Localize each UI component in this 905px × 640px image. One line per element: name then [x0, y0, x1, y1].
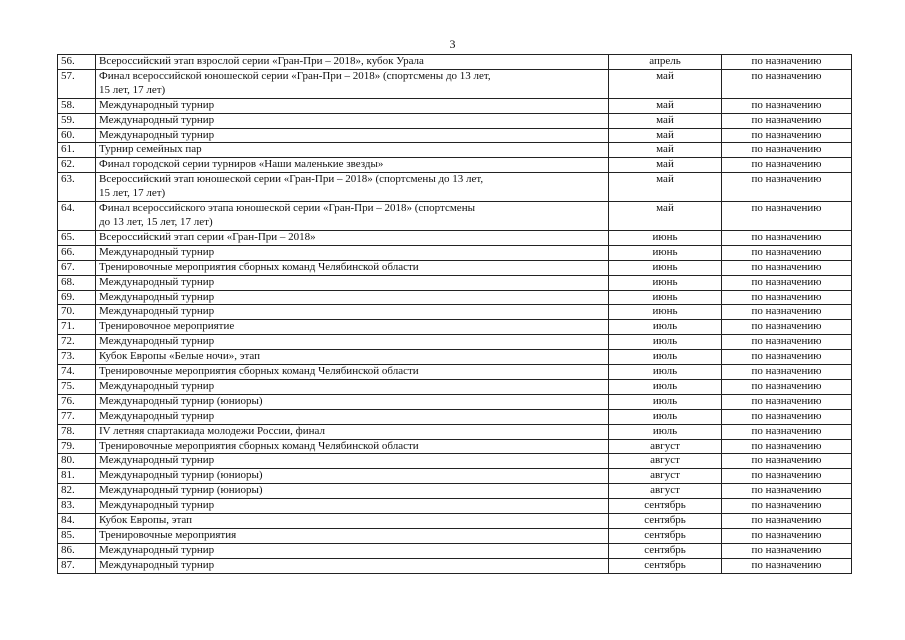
event-location: по назначению — [722, 275, 852, 290]
event-name-line1: Международный турнир — [99, 128, 215, 141]
table-row — [58, 350, 852, 365]
event-name — [96, 173, 609, 202]
event-month: июнь — [609, 230, 722, 245]
row-number: 70. — [58, 305, 96, 320]
events-table — [57, 54, 852, 574]
event-name-line1: Всероссийский этап юношеской серии «Гран-При – 2018» (спортсмены до 13 лет, — [99, 173, 484, 186]
event-name-line2: 15 лет, 17 лет) — [99, 83, 166, 96]
row-number: 66. — [58, 245, 96, 260]
event-location: по назначению — [722, 202, 852, 231]
table-row — [58, 275, 852, 290]
table-row — [58, 543, 852, 558]
event-name-line1: Турнир семейных пар — [99, 143, 202, 156]
event-location: по назначению — [722, 409, 852, 424]
row-number: 86. — [58, 543, 96, 558]
event-month: июль — [609, 409, 722, 424]
event-month: май — [609, 158, 722, 173]
row-number: 77. — [58, 409, 96, 424]
row-number: 74. — [58, 365, 96, 380]
row-number: 72. — [58, 335, 96, 350]
event-name — [96, 514, 609, 529]
table-row — [58, 365, 852, 380]
event-name — [96, 394, 609, 409]
event-name-line1: Международный турнир — [99, 454, 215, 467]
event-name-line2: до 13 лет, 15 лет, 17 лет) — [99, 215, 213, 228]
table-row — [58, 69, 852, 98]
row-number: 79. — [58, 439, 96, 454]
event-name-line1: Финал всероссийской юношеской серии «Гран-При – 2018» (спортсмены до 13 лет, — [99, 69, 491, 82]
event-location: по назначению — [722, 365, 852, 380]
table-row — [58, 439, 852, 454]
event-name-line1: Международный турнир — [99, 113, 215, 126]
event-month: сентябрь — [609, 543, 722, 558]
event-name — [96, 55, 609, 70]
event-name — [96, 529, 609, 544]
event-name — [96, 350, 609, 365]
event-location: по назначению — [722, 128, 852, 143]
event-name-line1: Кубок Европы «Белые ночи», этап — [99, 350, 261, 363]
row-number: 68. — [58, 275, 96, 290]
event-name — [96, 202, 609, 231]
event-name — [96, 454, 609, 469]
event-name-line1: Тренировочные мероприятия — [99, 529, 237, 541]
event-month: июнь — [609, 275, 722, 290]
event-location: по назначению — [722, 158, 852, 173]
event-month: май — [609, 69, 722, 98]
event-month: сентябрь — [609, 514, 722, 529]
table-row — [58, 379, 852, 394]
row-number: 71. — [58, 320, 96, 335]
event-month: май — [609, 98, 722, 113]
event-month: июль — [609, 424, 722, 439]
event-name — [96, 424, 609, 439]
table-row — [58, 320, 852, 335]
table-row — [58, 409, 852, 424]
event-month: июнь — [609, 305, 722, 320]
event-name-line1: IV летняя спартакиада молодежи России, финал — [99, 424, 325, 437]
event-month: август — [609, 454, 722, 469]
event-location: по назначению — [722, 98, 852, 113]
event-location: по назначению — [722, 335, 852, 350]
table-row — [58, 514, 852, 529]
event-location: по назначению — [722, 469, 852, 484]
event-month: сентябрь — [609, 499, 722, 514]
event-location: по назначению — [722, 143, 852, 158]
event-name-line1: Международный турнир (юниоры) — [99, 394, 263, 407]
event-name — [96, 335, 609, 350]
event-name-line1: Всероссийский этап взрослой серии «Гран-При – 2018», кубок Урала — [99, 55, 424, 67]
event-location: по назначению — [722, 484, 852, 499]
event-month: сентябрь — [609, 558, 722, 573]
row-number: 67. — [58, 260, 96, 275]
row-number: 64. — [58, 202, 96, 231]
event-name-line1: Международный турнир — [99, 305, 215, 318]
event-month: сентябрь — [609, 529, 722, 544]
event-month: август — [609, 484, 722, 499]
event-location: по назначению — [722, 69, 852, 98]
event-name-line1: Международный турнир — [99, 543, 215, 556]
row-number: 59. — [58, 113, 96, 128]
event-location: по назначению — [722, 439, 852, 454]
table-row — [58, 424, 852, 439]
row-number: 63. — [58, 173, 96, 202]
event-name — [96, 113, 609, 128]
event-name — [96, 158, 609, 173]
row-number: 73. — [58, 350, 96, 365]
table-row — [58, 484, 852, 499]
event-location: по назначению — [722, 543, 852, 558]
event-name — [96, 499, 609, 514]
event-month: апрель — [609, 55, 722, 70]
event-month: июль — [609, 394, 722, 409]
event-name — [96, 558, 609, 573]
event-name-line1: Тренировочные мероприятия сборных команд Челябинской области — [99, 439, 419, 452]
event-name — [96, 305, 609, 320]
table-row — [58, 173, 852, 202]
event-name-line1: Всероссийский этап серии «Гран-При – 2018» — [99, 230, 316, 243]
row-number: 76. — [58, 394, 96, 409]
table-row — [58, 230, 852, 245]
row-number: 87. — [58, 558, 96, 573]
row-number: 85. — [58, 529, 96, 544]
event-name — [96, 409, 609, 424]
event-location: по назначению — [722, 305, 852, 320]
event-name-line1: Финал всероссийского этапа юношеской серии «Гран-При – 2018» (спортсмены — [99, 202, 475, 215]
event-month: июль — [609, 350, 722, 365]
row-number: 69. — [58, 290, 96, 305]
event-month: май — [609, 113, 722, 128]
event-month: июль — [609, 365, 722, 380]
table-row — [58, 290, 852, 305]
row-number: 84. — [58, 514, 96, 529]
row-number: 60. — [58, 128, 96, 143]
table-row — [58, 113, 852, 128]
event-name-line1: Международный турнир — [99, 379, 215, 392]
row-number: 57. — [58, 69, 96, 98]
event-month: май — [609, 202, 722, 231]
event-location: по назначению — [722, 260, 852, 275]
event-name — [96, 439, 609, 454]
event-name-line1: Международный турнир — [99, 409, 215, 422]
event-name-line1: Финал городской серии турниров «Наши маленькие звезды» — [99, 158, 384, 171]
event-location: по назначению — [722, 558, 852, 573]
event-month: июнь — [609, 260, 722, 275]
event-location: по назначению — [722, 454, 852, 469]
row-number: 56. — [58, 55, 96, 70]
event-name-line1: Международный турнир — [99, 558, 215, 571]
event-name-line1: Тренировочное мероприятие — [99, 320, 235, 333]
event-name-line1: Тренировочные мероприятия сборных команд Челябинской области — [99, 365, 419, 378]
event-location: по назначению — [722, 290, 852, 305]
page-number: 3 — [449, 37, 456, 51]
row-number: 75. — [58, 379, 96, 394]
event-name — [96, 320, 609, 335]
events-table-body — [58, 55, 852, 574]
event-name — [96, 128, 609, 143]
event-name-line1: Международный турнир (юниоры) — [99, 484, 263, 497]
event-name-line1: Международный турнир — [99, 98, 215, 111]
table-row — [58, 335, 852, 350]
table-row — [58, 143, 852, 158]
event-month: июнь — [609, 290, 722, 305]
row-number: 80. — [58, 454, 96, 469]
event-location: по назначению — [722, 320, 852, 335]
event-name-line1: Тренировочные мероприятия сборных команд Челябинской области — [99, 260, 419, 273]
table-row — [58, 558, 852, 573]
event-location: по назначению — [722, 173, 852, 202]
row-number: 81. — [58, 469, 96, 484]
table-row — [58, 454, 852, 469]
event-location: по назначению — [722, 113, 852, 128]
event-name — [96, 143, 609, 158]
event-name — [96, 245, 609, 260]
table-row — [58, 305, 852, 320]
event-name — [96, 484, 609, 499]
event-name — [96, 275, 609, 290]
row-number: 83. — [58, 499, 96, 514]
table-row — [58, 245, 852, 260]
event-location: по назначению — [722, 230, 852, 245]
event-location: по назначению — [722, 379, 852, 394]
row-number: 78. — [58, 424, 96, 439]
event-month: май — [609, 143, 722, 158]
event-name — [96, 365, 609, 380]
event-month: май — [609, 128, 722, 143]
table-row — [58, 260, 852, 275]
table-row — [58, 55, 852, 70]
event-month: август — [609, 439, 722, 454]
event-name — [96, 69, 609, 98]
table-row — [58, 394, 852, 409]
table-row — [58, 128, 852, 143]
event-month: июль — [609, 335, 722, 350]
event-location: по назначению — [722, 424, 852, 439]
row-number: 58. — [58, 98, 96, 113]
event-name-line1: Международный турнир — [99, 335, 215, 348]
event-name — [96, 290, 609, 305]
event-month: август — [609, 469, 722, 484]
event-name — [96, 230, 609, 245]
event-name-line1: Международный турнир — [99, 499, 215, 512]
event-name-line1: Международный турнир — [99, 275, 215, 288]
table-row — [58, 158, 852, 173]
event-location: по назначению — [722, 350, 852, 365]
event-name — [96, 98, 609, 113]
event-month: июль — [609, 379, 722, 394]
event-name-line1: Международный турнир (юниоры) — [99, 469, 263, 482]
table-row — [58, 499, 852, 514]
table-row — [58, 202, 852, 231]
event-name — [96, 543, 609, 558]
event-month: июль — [609, 320, 722, 335]
event-name — [96, 379, 609, 394]
event-name-line1: Международный турнир — [99, 290, 215, 303]
event-month: июнь — [609, 245, 722, 260]
event-location: по назначению — [722, 394, 852, 409]
event-location: по назначению — [722, 514, 852, 529]
event-name-line1: Международный турнир — [99, 245, 215, 258]
row-number: 82. — [58, 484, 96, 499]
event-name — [96, 469, 609, 484]
event-name-line1: Кубок Европы, этап — [99, 514, 193, 527]
table-row — [58, 98, 852, 113]
event-location: по назначению — [722, 499, 852, 514]
event-location: по назначению — [722, 55, 852, 70]
event-location: по назначению — [722, 245, 852, 260]
event-name-line2: 15 лет, 17 лет) — [99, 187, 166, 200]
event-month: май — [609, 173, 722, 202]
row-number: 62. — [58, 158, 96, 173]
row-number: 65. — [58, 230, 96, 245]
event-name — [96, 260, 609, 275]
table-row — [58, 529, 852, 544]
row-number: 61. — [58, 143, 96, 158]
event-location: по назначению — [722, 529, 852, 544]
table-row — [58, 469, 852, 484]
